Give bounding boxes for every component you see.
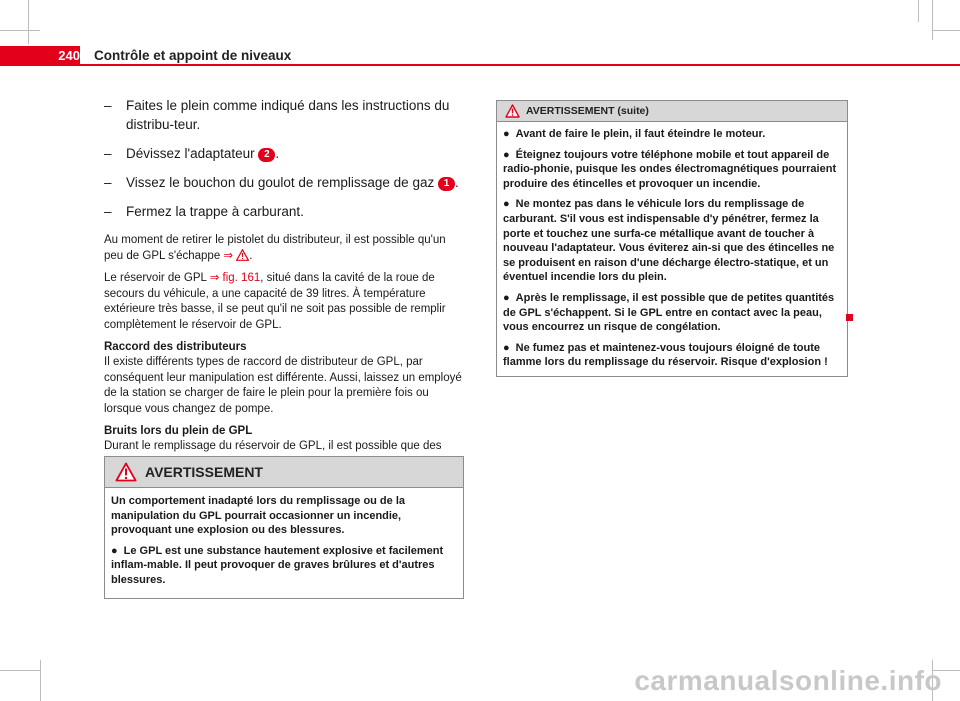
warning-body [105, 488, 463, 598]
step-item: – Vissez le bouchon du goulot de remplissage de gaz 1 . [104, 175, 459, 190]
figure-reference-link[interactable]: ⇒ fig. 161 [209, 272, 261, 284]
header-rule [0, 64, 960, 66]
crop-mark [932, 30, 960, 31]
crop-mark [932, 0, 933, 40]
warning-triangle-icon [236, 249, 249, 261]
warning-triangle-icon [115, 462, 137, 482]
step-item: – Faites le plein comme indiqué dans les instructions du distribu-teur. [104, 98, 450, 132]
warning-intro: Un comportement inadapté lors du remplissage ou de la manipulation du GPL pourrait occasionner un incendie, provoquant une explosion ou des blessures. [111, 495, 406, 537]
section-heading: Raccord des distributeurs [104, 341, 247, 353]
crop-mark [28, 0, 29, 44]
warning-header [497, 101, 847, 122]
cross-reference-link[interactable]: ⇒ [223, 250, 249, 262]
paragraph: Durant le remplissage du réservoir de GPL, il est possible que des [104, 440, 442, 452]
warning-body [497, 122, 847, 376]
warning-triangle-icon [505, 104, 520, 118]
step-text: Faites le plein comme indiqué dans les instructions du distribu-teur. [126, 98, 450, 132]
paragraph: Au moment de retirer le pistolet du distributeur, il est possible qu'un peu de GPL s'échappe ⇒ . [104, 234, 446, 262]
step-text: Fermez la trappe à carburant. [126, 204, 304, 219]
paragraph: Il existe différents types de raccord de distributeur de GPL, par conséquent leur manipulation est différente. Aussi, laissez un employé de la station se charger de faire le plein pour la première fois ou lorsque vous changez de pompe. [104, 356, 462, 415]
step-text: Dévissez l'adaptateur [126, 146, 259, 161]
crop-mark [0, 30, 40, 31]
page-number: 240 [58, 48, 80, 63]
crop-mark [40, 660, 41, 701]
step-text: Vissez le bouchon du goulot de remplissage de gaz [126, 175, 438, 190]
left-column [104, 96, 464, 477]
warning-item: ● Après le remplissage, il est possible que de petites quantités de GPL s'échappent. Si le GPL entre en contact avec la peau, vous encourrez un risque de congélation. [503, 291, 835, 334]
bullet: ● [111, 544, 118, 557]
section-heading: Bruits lors du plein de GPL [104, 425, 253, 437]
warning-item: ● Ne montez pas dans le véhicule lors du remplissage de carburant. S'il vous est indispensable d'y pénétrer, fermez la porte et touchez une surfa-ce métallique avant de toucher à nouveau l'adaptateur. Vous éviterez ain-si que des étincelles ne se produisent en raison d'une décharge électro-statique, et un éventuel incendie lors du plein. [503, 198, 835, 284]
warning-box-continued [496, 100, 848, 377]
warning-box [104, 456, 464, 599]
warning-header [105, 457, 463, 488]
paragraph: Le réservoir de GPL ⇒ fig. 161, situé dans la cavité de la roue de secours du véhicule, a une capacité de 39 litres. À température extérieure très basse, il se peut qu'il ne soit pas possible de remplir complètement le réservoir de GPL. [104, 272, 446, 331]
warning-item: ● Le GPL est une substance hautement explosive et facilement inflam-mable. Il peut provoquer de graves brûlures et d'autres blessures. [111, 544, 444, 586]
crop-mark [918, 0, 919, 22]
warning-item: ● Éteignez toujours votre téléphone mobile et tout appareil de radio-phonie, puisque les ondes électromagnétiques pourraient produire des étincelles et provoquer un incendie. [503, 148, 837, 190]
warning-title: AVERTISSEMENT [145, 464, 263, 480]
step-item: – Dévissez l'adaptateur 2 . [104, 146, 280, 161]
watermark: carmanualsonline.info [634, 665, 942, 696]
step-item: – Fermez la trappe à carburant. [104, 204, 304, 219]
warning-item: ● Avant de faire le plein, il faut éteindre le moteur. [503, 128, 766, 140]
section-end-marker [846, 314, 853, 321]
warning-title: AVERTISSEMENT (suite) [526, 105, 649, 117]
callout-number-badge: 1 [438, 177, 455, 191]
page-number-badge [0, 46, 80, 66]
callout-number-badge: 2 [258, 148, 275, 162]
crop-mark [0, 670, 40, 671]
page-title: Contrôle et appoint de niveaux [94, 48, 292, 63]
warning-item: ● Ne fumez pas et maintenez-vous toujours éloigné de toute flamme lors du remplissage du réservoir. Risque d'explosion ! [503, 341, 828, 369]
